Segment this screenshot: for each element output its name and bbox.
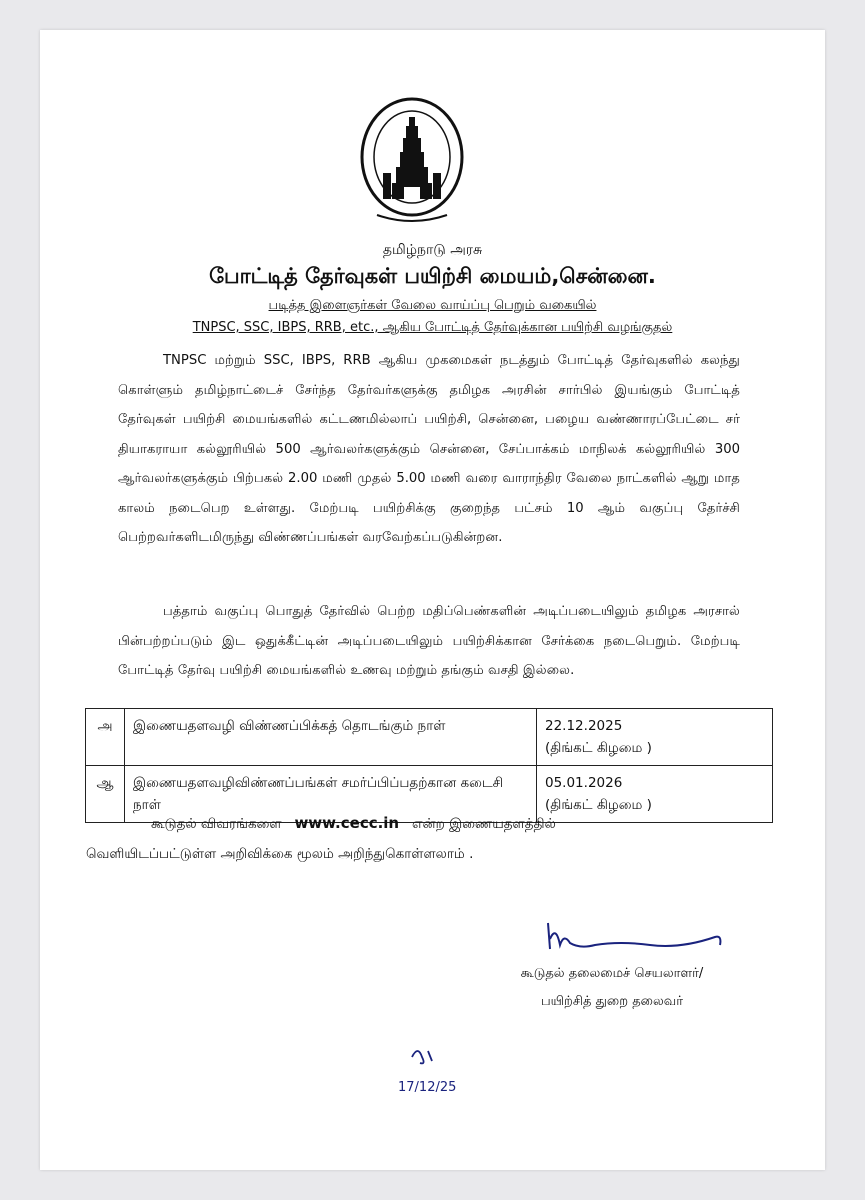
page-title: போட்டித் தேர்வுகள் பயிற்சி மையம்,சென்னை. xyxy=(209,264,656,288)
more-info-line-1 xyxy=(86,808,746,839)
subtitle-1: படித்த இளைஞர்கள் வேலை வாய்ப்பு பெறும் வகையில் xyxy=(268,298,597,313)
paragraph-2: பத்தாம் வகுப்பு பொதுத் தேர்வில் பெற்ற மதிப்பெண்களின் அடிப்படையிலும் தமிழக அரசால் பின்பற்றப்படும் இட ஒதுக்கீட்டின் அடிப்படையிலும் பயிற்சிக்கான சேர்க்கை நடைபெறும். மேற்படி போட்டித் தேர்வு பயிற்சி மையங்களில் உணவு மற்றும் தங்கும் வசதி இல்லை. xyxy=(118,604,740,678)
subtitle-2: TNPSC, SSC, IBPS, RRB, etc., ஆகிய போட்டித் தேர்வுக்கான பயிற்சி வழங்குதல் xyxy=(192,320,673,335)
signatory-line-2: பயிற்சித் துறை தலைவர் xyxy=(541,994,683,1009)
row-date-cell xyxy=(537,709,773,766)
more-info xyxy=(86,808,746,869)
more-info-suffix: வெளியிடப்பட்டுள்ள அறிவிக்கை மூலம் அறிந்துகொள்ளலாம் . xyxy=(86,846,474,862)
row-label: இணையதளவழிவிண்ணப்பங்கள் சமர்ப்பிப்பதற்கான கடைசி நாள் xyxy=(125,766,537,823)
signatory-designation xyxy=(472,960,752,1016)
dates-table xyxy=(85,708,773,823)
paragraph-1: TNPSC மற்றும் SSC, IBPS, RRB ஆகிய முகமைகள் நடத்தும் போட்டித் தேர்வுகளில் கலந்து கொள்ளும் தமிழ்நாட்டைச் சேர்ந்த தேர்வர்களுக்கு தமிழக அரசின் சார்பில் இயங்கும் போட்டித் தேர்வுகள் பயிற்சி மையங்களில் கட்டணமில்லாப் பயிற்சி, சென்னை, பழைய வண்ணாரப்பேட்டை சர் தியாகராயா கல்லூரியில் 500 ஆர்வலர்களுக்கும் சென்னை, சேப்பாக்கம் மாநிலக் கல்லூரியில் 300 ஆர்வலர்களுக்கும் பிற்பகல் 2.00 மணி முதல் 5.00 மணி வரை வாராந்திர வேலை நாட்களில் ஆறு மாத காலம் நடைபெற உள்ளது. மேற்படி பயிற்சிக்கு குறைந்த பட்சம் 10 ஆம் வகுப்பு தேர்ச்சி பெற்றவர்களிடமிருந்து விண்ணப்பங்கள் வரவேற்கப்படுகின்றன. xyxy=(118,353,740,545)
row-label: இணையதளவழி விண்ணப்பிக்கத் தொடங்கும் நாள் xyxy=(125,709,537,766)
handwritten-initials xyxy=(392,1043,472,1103)
signature xyxy=(540,915,740,965)
table-row xyxy=(86,709,773,766)
more-info-prefix: கூடுதல் விவரங்களை xyxy=(151,816,282,832)
row-number: ஆ xyxy=(86,766,125,823)
tamil-nadu-emblem xyxy=(357,95,467,235)
website-link[interactable]: www.cecc.in xyxy=(294,814,400,832)
initials-date: 17/12/25 xyxy=(398,1080,457,1095)
row-day: (திங்கட் கிழமை ) xyxy=(545,797,652,813)
government-name: தமிழ்நாடு அரசு xyxy=(382,242,483,258)
row-day: (திங்கட் கிழமை ) xyxy=(545,740,652,756)
row-date: 22.12.2025 xyxy=(545,718,623,734)
more-info-middle: என்ற இணையதளத்தில் xyxy=(412,816,556,832)
row-number: அ xyxy=(86,709,125,766)
row-date: 05.01.2026 xyxy=(545,775,623,791)
signatory-line-1: கூடுதல் தலைமைச் செயலாளர்/ xyxy=(520,966,704,981)
